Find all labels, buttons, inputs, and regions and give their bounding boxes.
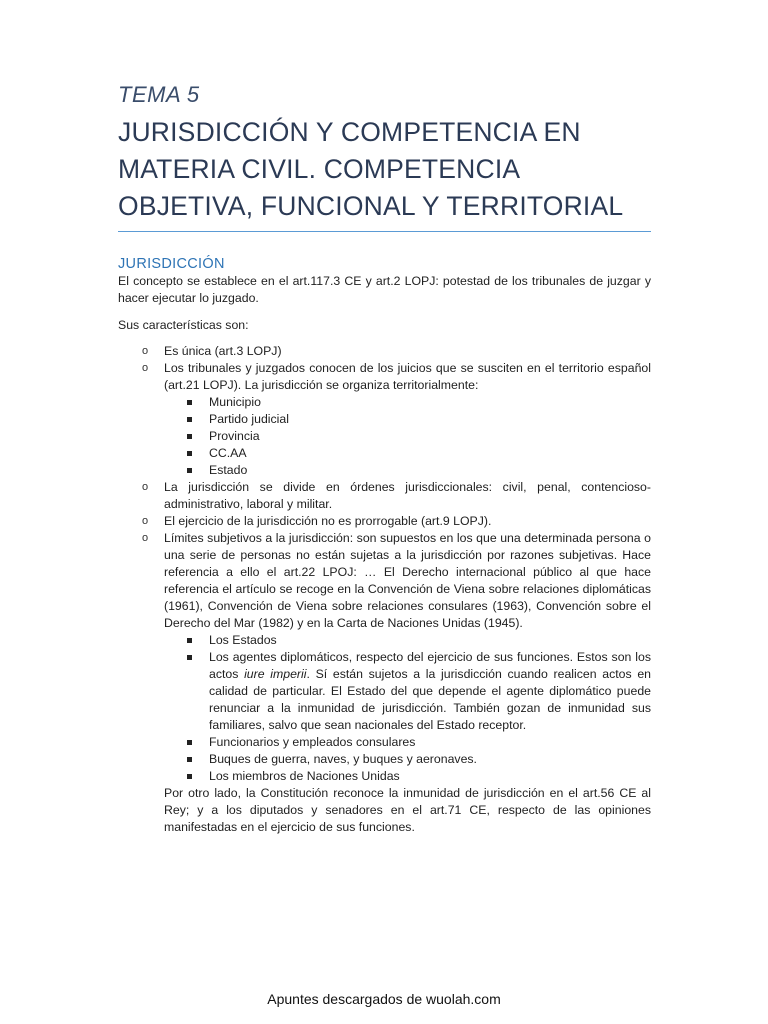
square-bullet-icon [187,757,192,762]
circle-outline-bullet-icon: o [142,481,149,493]
square-bullet-icon [187,468,192,473]
document-page [118,80,651,836]
square-bullet-icon [187,740,192,745]
square-bullet-icon [187,400,192,405]
section-heading: JURISDICCIÓN [118,256,225,272]
sublist-item: Los Estados [164,632,651,649]
list-item: o Límites subjetivos a la jurisdicción: son supuestos en los que una determinada persona o una serie de personas no están sujetas a la jurisdicción por razones subjetivas. Hace referencia a ello el art.22 LPOJ: … El Derecho internacional público al que hace referencia el artículo se recoge en la Convención de Viena sobre relaciones diplomáticas (1961), Convención de Viena sobre relaciones consulares (1963), Convención sobre el Derecho del Mar (1982) y en la Carta de Naciones Unidas (1945). Los Estados Los agentes diplomáticos, respecto del ejercicio de sus funciones. Estos son los actos iure imperii. Sí están sujetos a la jurisdicción cuando realicen actos en calidad de particular. El Estado del que depende el agente diplomático puede renunciar a la inmunidad de jurisdicción. También gozan de inmunidad sus familiares, salvo que sean nacionales del Estado receptor. Funcionarios y empleados consulares Buques de guerra, naves, y buques y aeronaves. Los miembros de Naciones Unidas Por otro lado, la Constitución reconoce la inmunidad de jurisdicción en el art.56 CE al Rey; y a los diputados y senadores en el art.71 CE, respecto de las opiniones manifestadas en el ejercicio de sus funciones. [142,531,652,834]
sublist-item: CC.AA [164,445,651,462]
characteristics-label: Sus características son: [118,318,249,332]
sublist-item: Los agentes diplomáticos, respecto del ejercicio de sus funciones. Estos son los actos iure imperii. Sí están sujetos a la jurisdicción cuando realicen actos en calidad de particular. El Estado del que depende el agente diplomático puede renunciar a la inmunidad de jurisdicción. También gozan de inmunidad sus familiares, salvo que sean nacionales del Estado receptor. [164,649,651,734]
sublist-item: Estado [164,462,651,479]
immunity-sublist [164,632,651,785]
latin-term: iure imperii [244,667,307,681]
topic-number: TEMA 5 [118,82,200,107]
square-bullet-icon [187,638,192,643]
list-item: o Es única (art.3 LOPJ) [142,344,282,358]
sublist-item: Buques de guerra, naves, y buques y aeronaves. [164,751,651,768]
intro-paragraph: El concepto se establece en el art.117.3 CE y art.2 LOPJ: potestad de los tribunales de juzgar y hacer ejecutar lo juzgado. [118,274,651,305]
square-bullet-icon [187,451,192,456]
sublist-item: Funcionarios y empleados consulares [164,734,651,751]
circle-outline-bullet-icon: o [142,515,149,527]
characteristics-list [118,343,651,836]
title-divider [118,231,651,232]
sublist-item: Partido judicial [164,411,651,428]
territorial-sublist [164,394,651,479]
sublist-item: Municipio [164,394,651,411]
square-bullet-icon [187,655,192,660]
square-bullet-icon [187,417,192,422]
circle-outline-bullet-icon: o [142,345,149,357]
circle-outline-bullet-icon: o [142,532,149,544]
square-bullet-icon [187,434,192,439]
sublist-item: Los miembros de Naciones Unidas [164,768,651,785]
list-item: o Los tribunales y juzgados conocen de los juicios que se susciten en el territorio español (art.21 LOPJ). La jurisdicción se organiza territorialmente: Municipio Partido judicial Provincia CC.AA Estado [142,361,651,477]
page-title: JURISDICCIÓN Y COMPETENCIA EN MATERIA CIVIL. COMPETENCIA OBJETIVA, FUNCIONAL Y TERRITORIAL [118,117,624,221]
list-item: o El ejercicio de la jurisdicción no es prorrogable (art.9 LOPJ). [142,514,492,528]
list-item: o La jurisdicción se divide en órdenes jurisdiccionales: civil, penal, contencioso-administrativo, laboral y militar. [142,480,651,511]
circle-outline-bullet-icon: o [142,362,149,374]
closing-paragraph: Por otro lado, la Constitución reconoce la inmunidad de jurisdicción en el art.56 CE al Rey; y a los diputados y senadores en el art.71 CE, respecto de las opiniones manifestadas en el ejercicio de sus funciones. [164,786,651,834]
sublist-item: Provincia [164,428,651,445]
square-bullet-icon [187,774,192,779]
footer-watermark-text: Apuntes descargados de wuolah.com [267,991,501,1007]
